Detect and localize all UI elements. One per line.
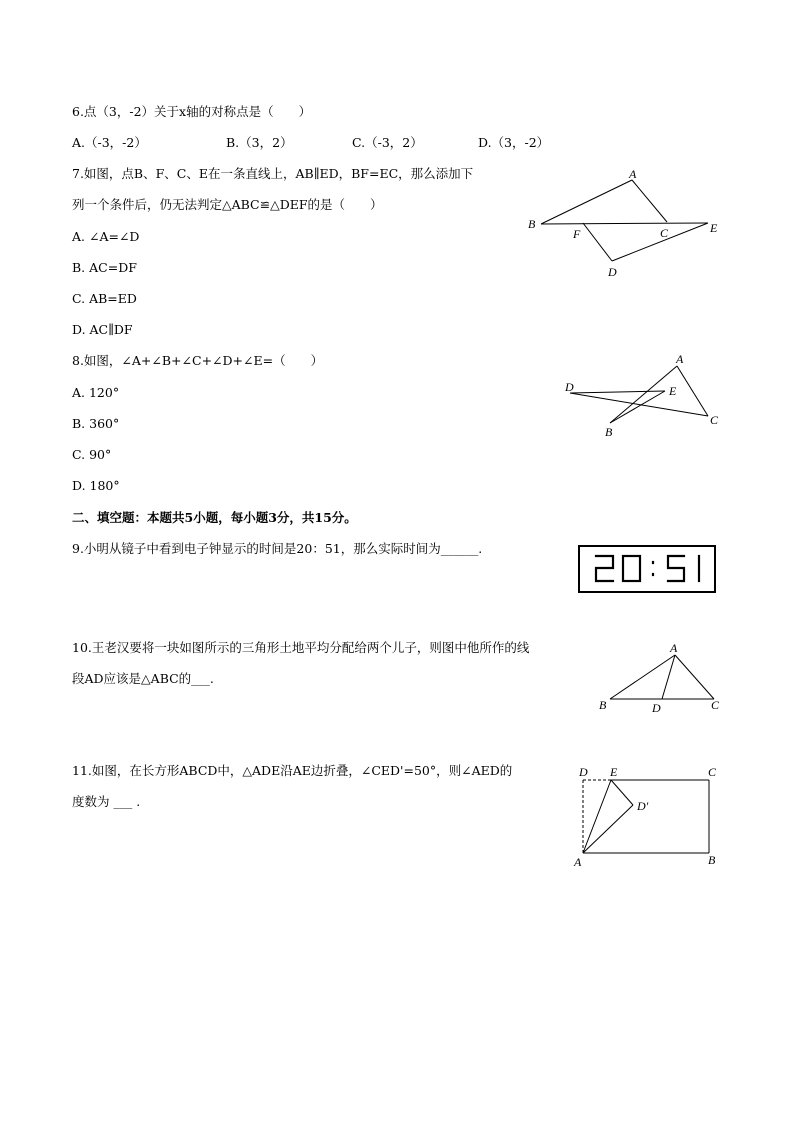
q11-label-c: C [708,765,717,779]
q6-option-a: A.（-3，-2） [72,135,147,150]
q8-option-b: B. 360° [72,416,120,431]
section2-heading: 二、填空题：本题共5小题，每小题3分，共15分。 [72,510,357,525]
q7-option-c: C. AB=ED [72,291,137,306]
digital-clock-figure [578,545,716,593]
q11-stem-line2: 度数为 ___ . [72,794,141,809]
q7-label-f: F [573,227,581,241]
q8-figure [560,350,730,445]
q7-option-a: A. ∠A=∠D [72,229,140,244]
q8-label-d: D [565,380,574,394]
clock-digits [580,547,714,591]
q10-label-d: D [652,701,661,715]
q7-label-d: D [608,265,617,279]
q11-stem-line1: 11.如图，在长方形ABCD中，△ADE沿AE边折叠，∠CED'=50°，则∠AED的 [72,763,513,778]
q7-label-a: A [629,167,637,181]
q7-figure [520,160,730,285]
q10-label-c: C [711,698,720,712]
q8-label-b: B [605,425,613,439]
q6-stem: 6.点（3，-2）关于x轴的对称点是（ ） [72,104,312,119]
q11-figure [570,762,730,872]
q11-label-a: A [574,855,582,869]
q7-label-b: B [528,217,536,231]
q7-stem-line1: 7.如图，点B、F、C、E在一条直线上，AB∥ED，BF=EC，那么添加下 [72,166,474,181]
q7-label-e: E [710,221,718,235]
q8-option-c: C. 90° [72,447,112,462]
q8-label-a: A [676,352,684,366]
q6-option-d: D.（3，-2） [478,135,550,150]
q11-label-e: E [610,765,618,779]
q6-option-c: C.（-3，2） [352,135,423,150]
q10-label-a: A [670,641,678,655]
q6-option-b: B.（3，2） [226,135,293,150]
q10-figure [590,638,730,718]
q10-label-b: B [599,698,607,712]
q8-label-e: E [669,384,677,398]
q11-label-d: D [579,765,588,779]
q7-option-b: B. AC=DF [72,260,137,275]
q8-stem: 8.如图，∠A+∠B+∠C+∠D+∠E=（ ） [72,353,324,368]
q8-option-d: D. 180° [72,478,120,493]
q7-option-d: D. AC∥DF [72,322,133,337]
q11-label-b: B [708,853,716,867]
q7-label-c: C [660,226,669,240]
q9-stem: 9.小明从镜子中看到电子钟显示的时间是20：51，那么实际时间为______. [72,541,483,556]
q8-option-a: A. 120° [72,385,120,400]
q10-stem-line1: 10.王老汉要将一块如图所示的三角形土地平均分配给两个儿子，则图中他所作的线 [72,640,530,655]
q8-label-c: C [710,413,719,427]
q10-stem-line2: 段AD应该是△ABC的___. [72,671,214,686]
q11-label-d-prime: D′ [637,799,649,813]
q7-stem-line2: 列一个条件后，仍无法判定△ABC≌△DEF的是（ ） [72,197,383,212]
